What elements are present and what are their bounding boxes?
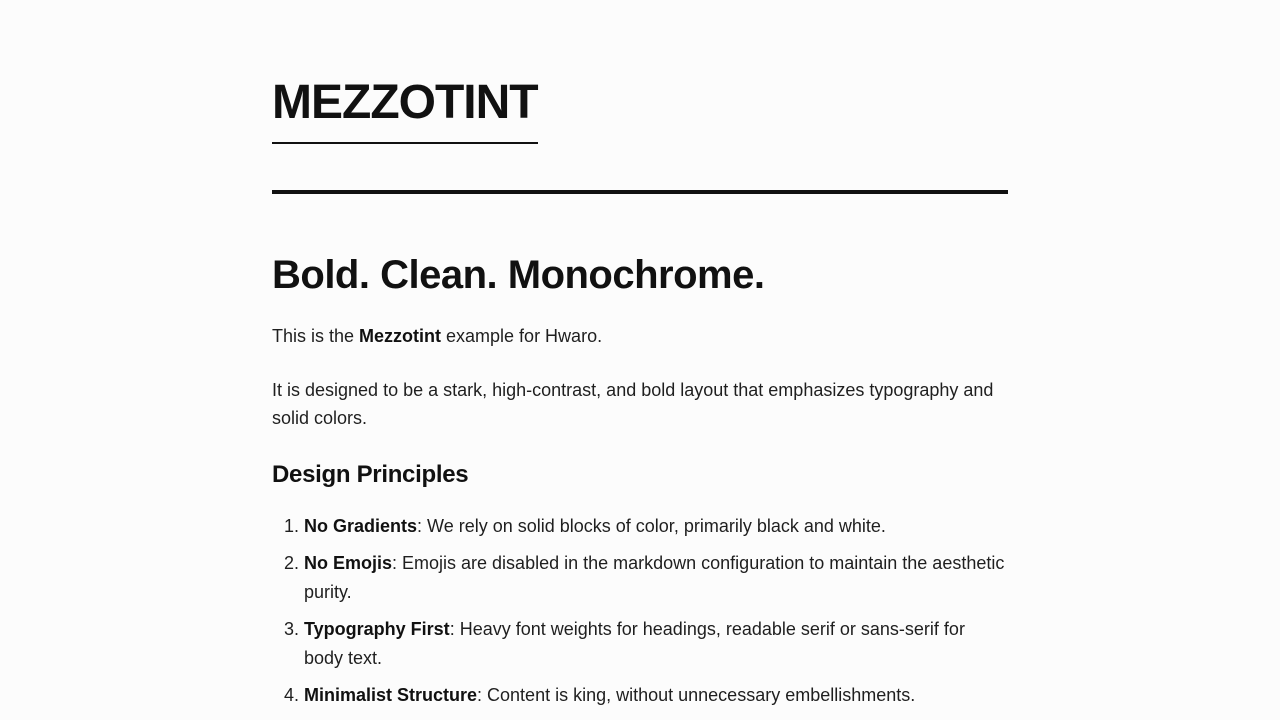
intro-strong: Mezzotint <box>359 326 442 346</box>
list-item <box>304 615 1008 673</box>
list-item <box>304 512 1008 541</box>
intro-text-after: example for Hwaro. <box>441 326 603 346</box>
principles-list <box>272 512 1008 718</box>
header-divider <box>272 190 1008 194</box>
intro-text-before: This is the <box>272 326 360 346</box>
intro-paragraph <box>272 322 602 350</box>
principle-term: No Gradients <box>304 516 418 536</box>
article-headline: Bold. Clean. Monochrome. <box>272 253 765 297</box>
description-paragraph: It is designed to be a stark, high-contrast, and bold layout that emphasizes typography and solid colors. <box>272 380 994 428</box>
principle-text: : We rely on solid blocks of color, primarily black and white. <box>417 516 886 536</box>
principle-text: : Emojis are disabled in the markdown configuration to maintain the aesthetic purity. <box>304 553 1005 602</box>
principle-term: No Emojis <box>304 553 393 573</box>
list-item <box>304 681 1008 710</box>
principle-term: Minimalist Structure <box>304 685 478 705</box>
principle-term: Typography First <box>304 619 450 639</box>
principle-text: : Content is king, without unnecessary embellishments. <box>477 685 916 705</box>
list-item <box>304 549 1008 607</box>
principle-text: : Heavy font weights for headings, readable serif or sans-serif for body text. <box>304 619 965 668</box>
site-title-link[interactable]: MEZZOTINT <box>272 76 538 144</box>
section-heading: Design Principles <box>272 461 469 488</box>
